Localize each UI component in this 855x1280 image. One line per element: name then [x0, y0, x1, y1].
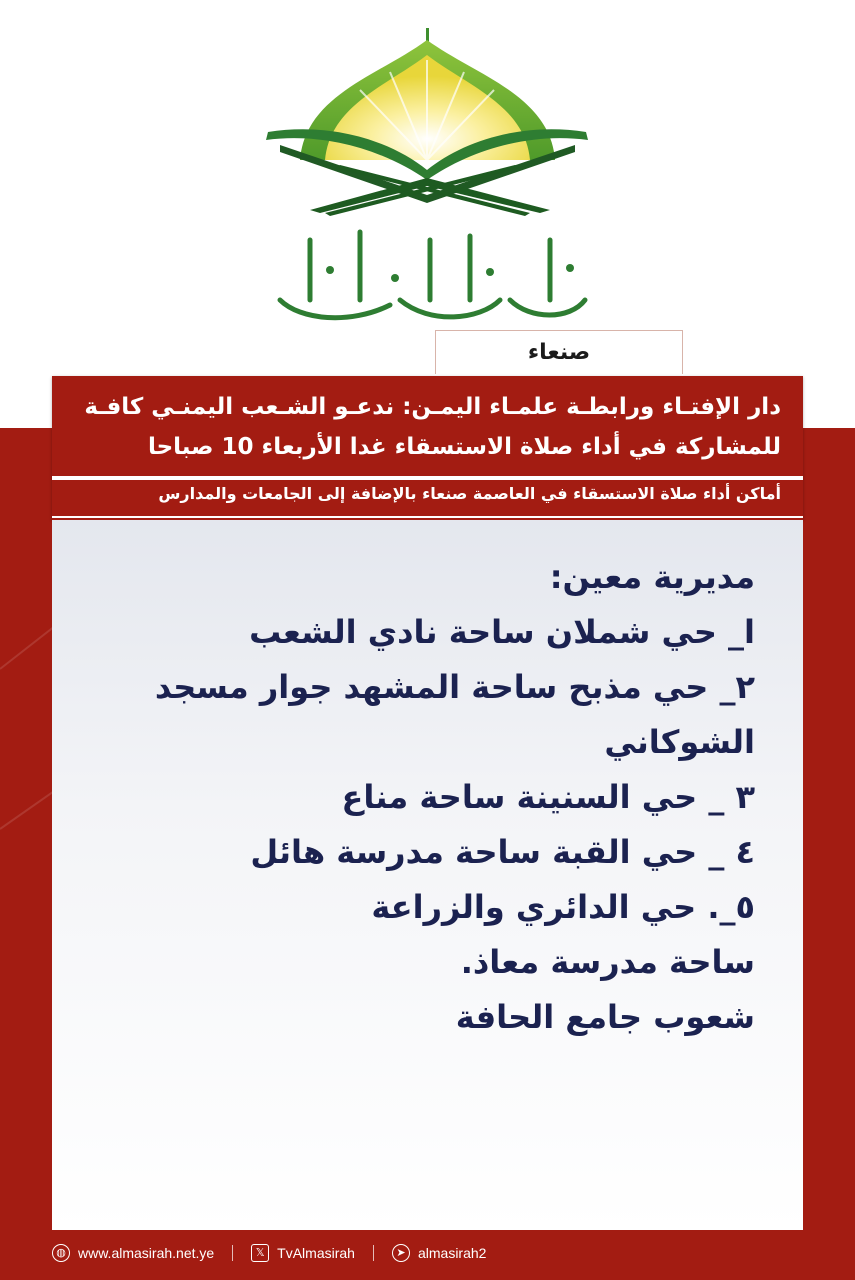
list-item: ٥_. حي الدائري والزراعة [371, 888, 755, 926]
globe-icon: ◍ [52, 1244, 70, 1262]
locations-list [115, 550, 755, 1045]
list-item: ا_ حي شملان ساحة نادي الشعب [249, 613, 755, 651]
list-item: الشوكاني [604, 723, 755, 761]
subtitle: أماكن أداء صلاة الاستسقاء في العاصمة صنعاء بالإضافة إلى الجامعات والمدارس [158, 484, 781, 503]
city-label: صنعاء [435, 330, 683, 374]
website-link[interactable] [52, 1244, 214, 1262]
telegram-text: almasirah2 [417, 1245, 487, 1261]
district-heading: مديرية معين: [549, 558, 755, 596]
list-item: شعوب جامع الحافة [455, 998, 755, 1036]
headline-line-2: للمشاركة في أداء صلاة الاستسقاء غدا الأربعاء 10 صباحا [147, 434, 781, 460]
x-link[interactable] [251, 1244, 355, 1262]
website-text: www.almasirah.net.ye [78, 1245, 215, 1261]
list-item: ٤ _ حي القبة ساحة مدرسة هائل [250, 833, 755, 871]
divider [373, 1245, 374, 1261]
divider [232, 1245, 233, 1261]
telegram-icon: ➤ [392, 1244, 410, 1262]
list-item: ٢_ حي مذبح ساحة المشهد جوار مسجد [154, 668, 755, 706]
mosque-book-emblem-icon [130, 0, 725, 370]
list-item: ساحة مدرسة معاذ. [460, 943, 755, 981]
locations-card [52, 520, 803, 1230]
social-footer [52, 1236, 803, 1270]
headline-line-1: دار الإفتـاء ورابطـة علمـاء اليمـن: ندعـو الشـعب اليمنـي كافـة [84, 394, 781, 420]
list-item: ٣ _ حي السنينة ساحة مناع [341, 778, 755, 816]
org-logo [130, 0, 725, 370]
x-logo-icon: 𝕏 [251, 1244, 269, 1262]
telegram-link[interactable] [392, 1244, 486, 1262]
headline-card [52, 376, 803, 520]
x-handle-text: TvAlmasirah [277, 1245, 355, 1261]
